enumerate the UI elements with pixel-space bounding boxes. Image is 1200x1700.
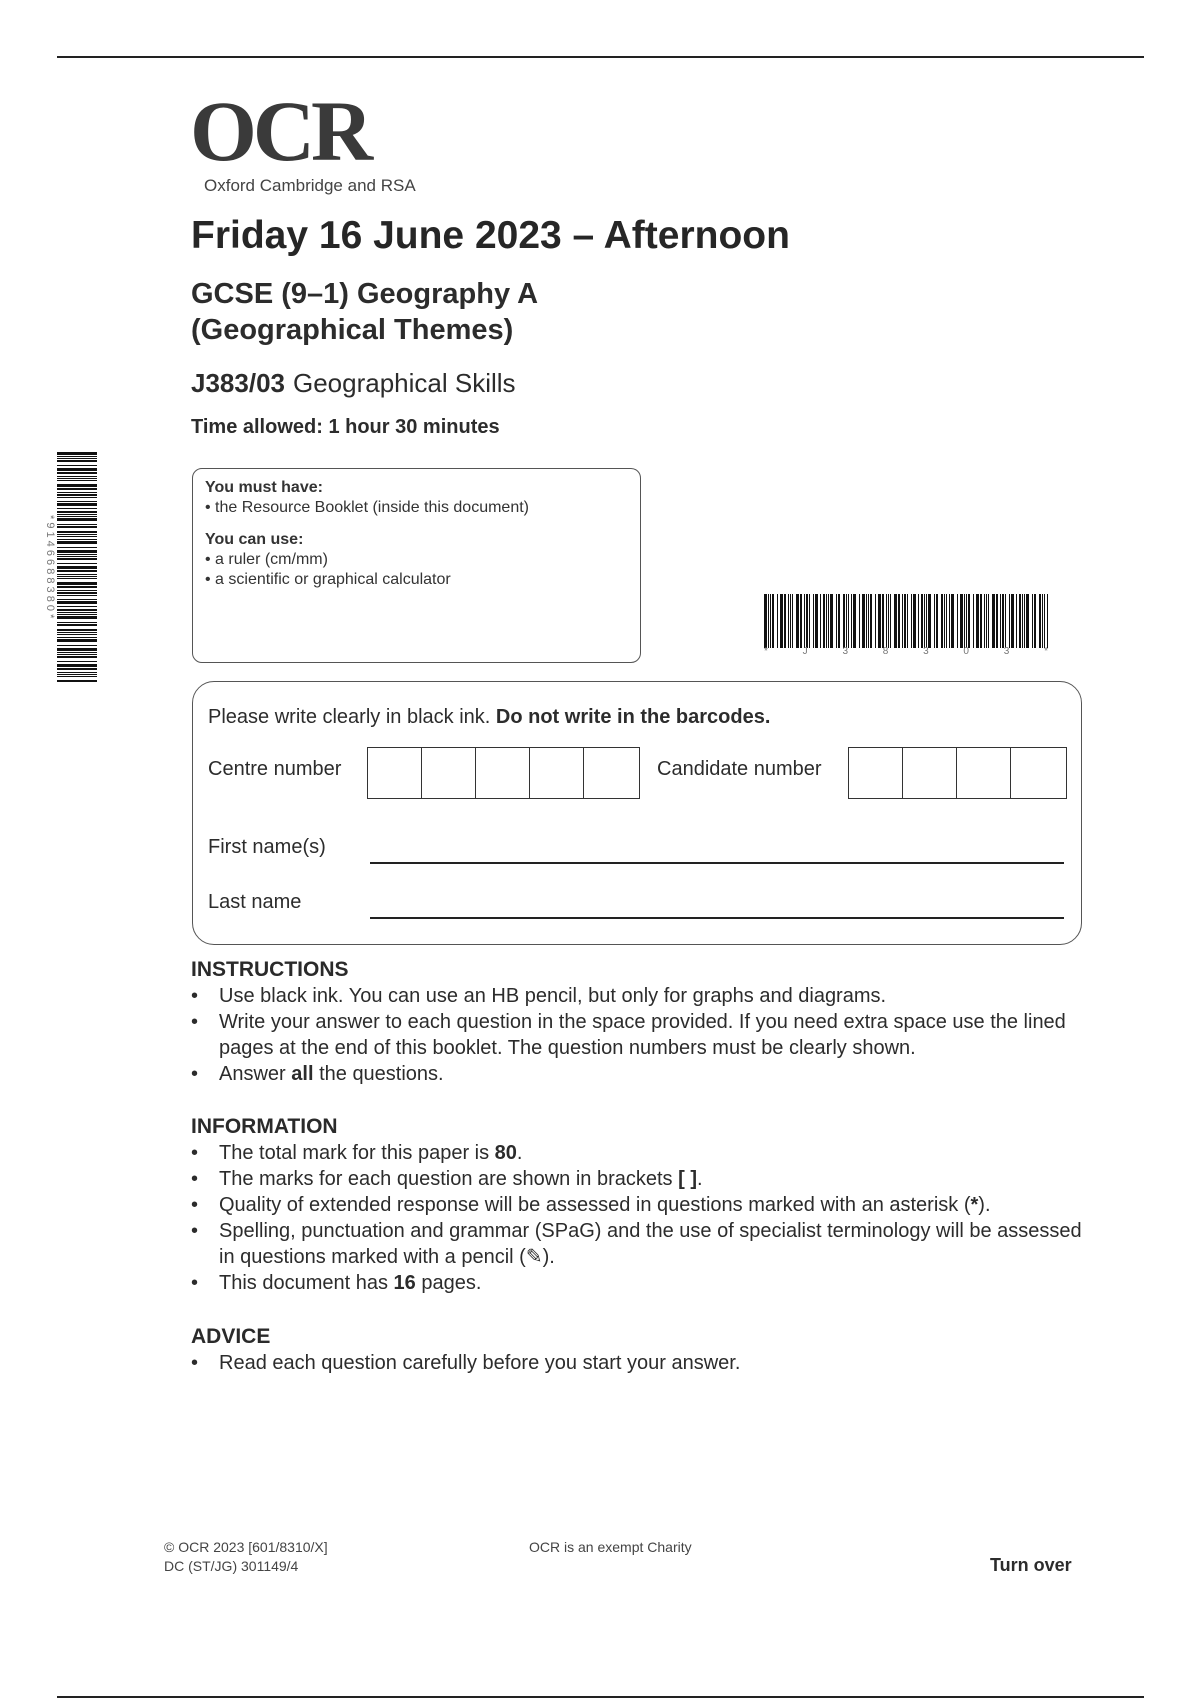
list-item: • Quality of extended response will be assessed in questions marked with an asterisk (*). — [191, 1194, 991, 1216]
advice-list — [191, 1350, 1101, 1376]
copyright: © OCR 2023 [601/8310/X] — [164, 1539, 328, 1555]
first-name-label: First name(s) — [208, 836, 326, 858]
pencil-icon: ✎ — [525, 1246, 543, 1268]
vertical-barcode — [57, 452, 97, 682]
centre-number-grid[interactable] — [367, 747, 640, 799]
can-use-heading: You can use: — [205, 531, 304, 548]
top-rule — [57, 56, 1144, 58]
paper-code-line — [191, 368, 516, 399]
paper-code: J383/03 — [191, 368, 285, 398]
candidate-digit-box[interactable] — [1011, 748, 1065, 798]
list-item: • Answer all the questions. — [191, 1063, 444, 1085]
last-name-label: Last name — [208, 891, 302, 913]
must-have-item: • the Resource Booklet (inside this document) — [205, 499, 529, 516]
list-item: • Use black ink. You can use an HB pencil, but only for graphs and diagrams. — [191, 985, 887, 1007]
bottom-rule — [57, 1696, 1144, 1698]
can-use-item: • a scientific or graphical calculator — [205, 571, 451, 588]
horizontal-barcode-digits: * J 3 8 3 0 3 * — [764, 646, 1048, 657]
centre-number-label: Centre number — [208, 758, 342, 780]
must-have-heading: You must have: — [205, 479, 323, 496]
charity-note: OCR is an exempt Charity — [529, 1539, 692, 1555]
list-item: • Spelling, punctuation and grammar (SPaG) and the use of specialist terminology will be assessed in questions marked with a pencil (✎). — [191, 1220, 1082, 1268]
document-code: DC (ST/JG) 301149/4 — [164, 1558, 299, 1574]
requirements-box — [192, 468, 641, 663]
candidate-number-label: Candidate number — [657, 758, 822, 780]
centre-digit-box[interactable] — [530, 748, 584, 798]
candidate-digit-box[interactable] — [849, 748, 903, 798]
centre-digit-box[interactable] — [368, 748, 422, 798]
information-heading: INFORMATION — [191, 1115, 338, 1138]
instructions-list — [191, 983, 1101, 1087]
footer-left — [164, 1538, 328, 1576]
information-list — [191, 1140, 1101, 1296]
list-item: • The total mark for this paper is 80. — [191, 1142, 523, 1164]
list-item: • Read each question carefully before you start your answer. — [191, 1352, 741, 1374]
turn-over: Turn over — [990, 1555, 1072, 1575]
paper-title: Geographical Skills — [292, 368, 516, 398]
centre-digit-box[interactable] — [422, 748, 476, 798]
list-item: • This document has 16 pages. — [191, 1272, 482, 1294]
candidate-digit-box[interactable] — [903, 748, 957, 798]
centre-digit-box[interactable] — [476, 748, 530, 798]
write-instruction: Please write clearly in black ink. Do not write in the barcodes. — [208, 706, 771, 728]
horizontal-barcode — [764, 594, 1048, 648]
instructions-heading: INSTRUCTIONS — [191, 958, 349, 981]
list-item: • Write your answer to each question in the space provided. If you need extra space use the lined pages at the end of this booklet. The question numbers must be clearly shown. — [191, 1011, 1066, 1059]
subject-line-1: GCSE (9–1) Geography A — [191, 278, 539, 310]
exam-date: Friday 16 June 2023 – Afternoon — [191, 214, 790, 257]
advice-heading: ADVICE — [191, 1325, 271, 1348]
centre-digit-box[interactable] — [584, 748, 638, 798]
can-use-item: • a ruler (cm/mm) — [205, 551, 328, 568]
candidate-number-grid[interactable] — [848, 747, 1067, 799]
time-allowed: Time allowed: 1 hour 30 minutes — [191, 416, 500, 438]
list-item: • The marks for each question are shown in brackets [ ]. — [191, 1168, 703, 1190]
logo-subtitle: Oxford Cambridge and RSA — [204, 176, 416, 195]
candidate-digit-box[interactable] — [957, 748, 1011, 798]
ocr-logo: OCR — [190, 83, 370, 179]
first-name-line[interactable] — [370, 862, 1064, 864]
vertical-barcode-digits: * 9 1 4 6 6 8 8 3 8 0 * — [44, 515, 56, 619]
subject-line-2: (Geographical Themes) — [191, 314, 514, 346]
last-name-line[interactable] — [370, 917, 1064, 919]
exam-subject — [191, 276, 538, 348]
